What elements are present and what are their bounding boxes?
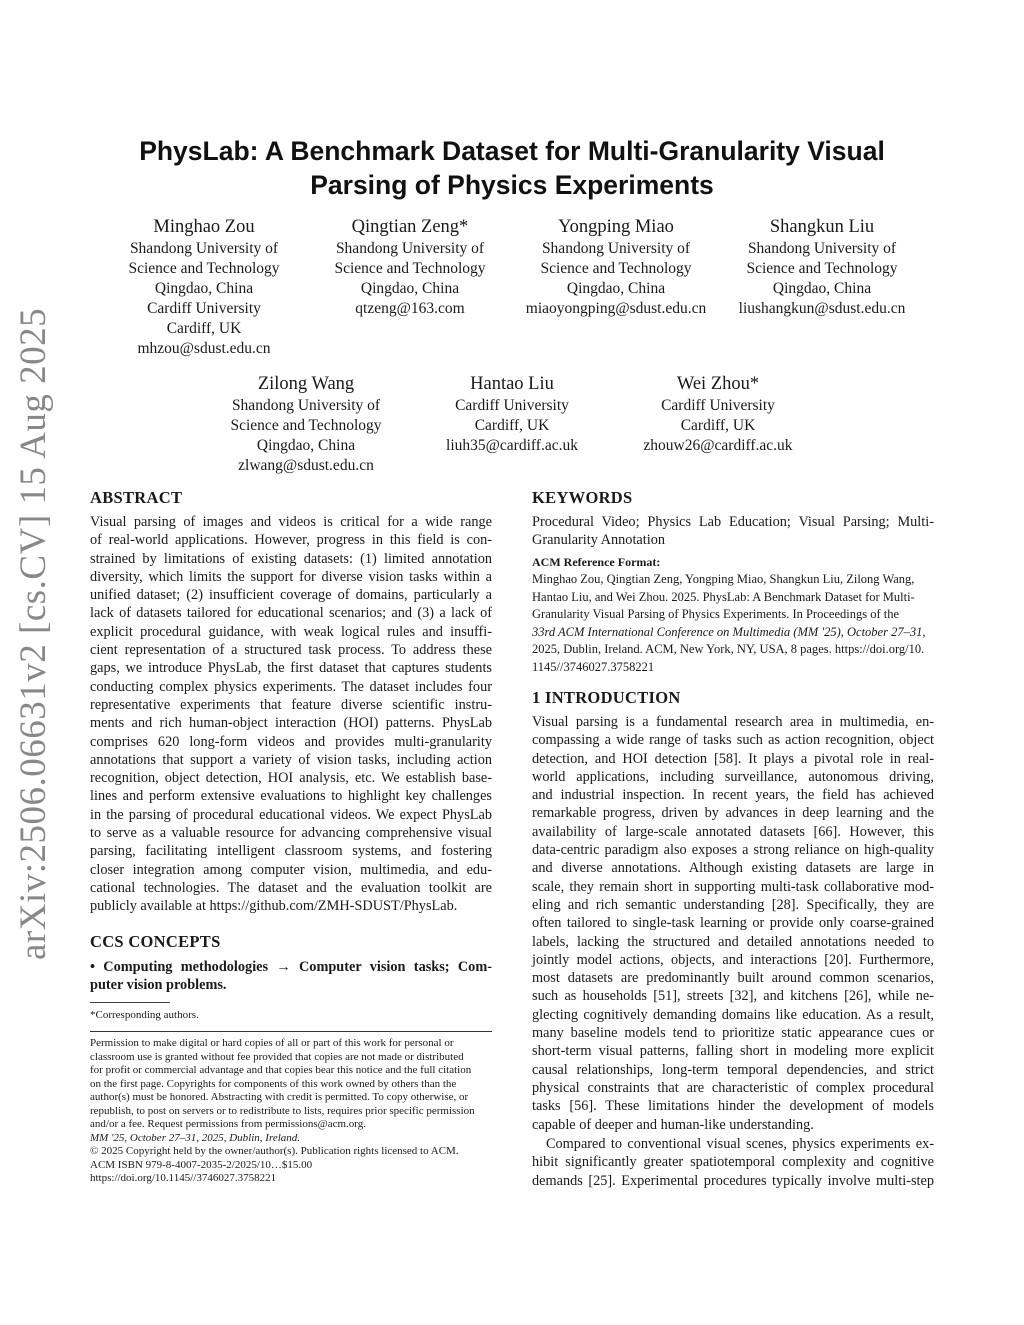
intro-line: such as households [51], streets [32], and kitchens [26], while ne- [532,988,934,1005]
abstract-heading: ABSTRACT [90,488,183,507]
author-affiliation: Science and Technology [746,260,898,277]
abstract-line: lines and perform extensive evaluations to highlight key challenges [90,788,492,805]
abstract-line: cational technologies. The dataset and the evaluation toolkit are [90,879,492,896]
arxiv-identifier: arXiv:2506.06631v2 [cs.CV] 15 Aug 2025 [13,307,54,960]
reference-line: 33rd ACM International Conference on Multimedia (MM '25), October 27–31, [532,624,926,639]
abstract-line: representative experiments that feature diverse scientific instru- [90,696,492,713]
abstract-line: in the parsing of procedural educational videos. We expect PhysLab [90,806,492,823]
author-affiliation: Shandong University of [747,240,897,257]
abstract-body [90,513,492,916]
abstract-line: annotations that support a variety of vision tasks, including action [90,751,492,768]
footnote-text: *Corresponding authors. [90,1009,199,1021]
author-email: qtzeng@163.com [355,300,465,317]
intro-line: most datasets are predominantly built around common scenarios, [532,970,934,987]
intro-line: jointly model actions, objects, and interactions [20]. Furthermore, [532,951,934,968]
keywords-line: Procedural Video; Physics Lab Education; Visual Parsing; Multi- [532,514,934,530]
intro-line: and diverse annotations. Although existing datasets are large in [532,860,934,877]
author-email: zlwang@sdust.edu.cn [238,457,374,474]
acm-reference-heading-text: ACM Reference Format: [532,555,661,569]
intro-line: compassing a wide range of tasks such as action recognition, object [532,732,934,749]
introduction-paragraph-1 [532,713,934,1134]
intro-line: demands [25]. Experimental procedures typically involve multi-step [532,1172,934,1189]
intro-line: many baseline models tend to prioritize static appearance cues or [532,1025,934,1042]
reference-line: Minghao Zou, Qingtian Zeng, Yongping Miao, Shangkun Liu, Zilong Wang, [532,572,915,586]
ccs-line: puter vision problems. [90,977,227,994]
author-affiliation: Cardiff University [147,300,261,317]
abstract-line: recognition, object detection, HOI analysis, etc. We establish base- [90,770,492,787]
author-block-zeng [295,216,525,319]
author-location: Cardiff, UK [680,417,756,434]
abstract-line: to serve as a valuable resource for advancing comprehensive visual [90,825,492,842]
reference-line: 2025, Dublin, Ireland. ACM, New York, NY, USA, 8 pages. https://doi.org/10. [532,642,925,656]
author-email: liuh35@cardiff.ac.uk [446,437,578,454]
paper-title [90,134,934,202]
intro-line: remarkable progress, driven by advances in deep learning and the [532,805,934,822]
intro-line: tasks [56]. These limitations hinder the development of models [532,1098,934,1115]
abstract-line: strained by limitations of existing datasets: (1) limited annotation [90,550,492,567]
author-block-miao [501,216,731,319]
permission-line: on the first page. Copyrights for components of this work owned by others than the [90,1077,457,1090]
author-block-liu-h [397,373,627,456]
permission-divider [90,1031,492,1032]
author-block-liu-s [707,216,937,319]
intro-line: physical constraints that are characteristic of complex procedural [532,1079,934,1096]
keywords-body [532,513,934,550]
acm-reference-heading [532,554,660,572]
reference-line: 1145//3746027.3758221 [532,659,655,674]
author-affiliation: Science and Technology [334,260,486,277]
author-location: Qingdao, China [772,280,872,297]
abstract-line: lack of datasets tailored for educational scenarios; and (3) a lack of [90,605,492,622]
abstract-line: of real-world applications. However, progress in this field is con- [90,532,492,549]
author-affiliation: Shandong University of [335,240,485,257]
ccs-heading: CCS CONCEPTS [90,932,221,951]
author-location: Qingdao, China [360,280,460,297]
intro-line: labels, lacking the structured and detailed annotations needed to [532,933,934,950]
acm-reference-body [532,571,934,676]
permission-line: republish, to post on servers or to redistribute to lists, requires prior specific permission [90,1104,475,1117]
corresponding-footnote [90,1009,199,1023]
ccs-concepts [90,958,492,995]
author-affiliation: Science and Technology [540,260,692,277]
intro-line: capable of deeper and human-like understanding. [532,1116,814,1133]
author-location: Qingdao, China [566,280,666,297]
title-line-1: PhysLab: A Benchmark Dataset for Multi-Granularity Visual [139,136,885,166]
author-affiliation: Shandong University of [541,240,691,257]
abstract-line: cient representation of a structured task process. To address these [90,642,492,659]
author-location: Qingdao, China [154,280,254,297]
intro-line: availability of large-scale annotated datasets [66]. However, this [532,823,934,840]
author-block-wang [191,373,421,476]
author-affiliation: Science and Technology [230,417,382,434]
keywords-heading: KEYWORDS [532,488,633,507]
author-name: Shangkun Liu [769,217,875,237]
author-block-zou [89,216,319,359]
doi-link[interactable]: https://doi.org/10.1145//3746027.3758221 [90,1172,277,1184]
copyright-line: © 2025 Copyright held by the owner/author(s). Publication rights licensed to ACM. [90,1145,459,1157]
intro-line: eling and rich semantic understanding [28]. Specifically, they are [532,896,934,913]
author-affiliation: Science and Technology [128,260,280,277]
author-email: miaoyongping@sdust.edu.cn [525,300,707,317]
intro-line: data-centric paradigm also exposes a strong reliance on high-quality [532,842,934,859]
permission-line: classroom use is granted without fee provided that copies are not made or distributed [90,1050,464,1063]
author-affiliation: Cardiff University [661,397,775,414]
author-name: Wei Zhou* [676,374,760,394]
abstract-line: closer integration among computer vision, multimedia, and edu- [90,861,492,878]
permission-line: author(s) must be honored. Abstracting with credit is permitted. To copy otherwise, or [90,1091,469,1103]
author-location: Cardiff, UK [474,417,550,434]
intro-line: Visual parsing is a fundamental research area in multimedia, en- [532,714,934,730]
introduction-paragraph-2 [532,1135,934,1190]
author-email: mhzou@sdust.edu.cn [137,340,271,357]
intro-line: often tailored to single-task learning or provide only coarse-grained [532,915,934,932]
author-block-zhou [603,373,833,456]
permission-line: Permission to make digital or hard copies of all or part of this work for personal or [90,1037,454,1049]
ccs-line: • Computing methodologies → Computer vision tasks; Com- [90,959,492,975]
author-email: zhouw26@cardiff.ac.uk [643,437,793,454]
author-name: Yongping Miao [558,217,674,237]
intro-line: hibit significantly greater spatiotemporal complexity and cognitive [532,1154,934,1171]
intro-line: Compared to conventional visual scenes, physics experiments ex- [546,1136,934,1152]
abstract-line: comprises 620 long-form videos and provides multi-granularity [90,733,492,750]
abstract-line: conducting complex physics experiments. The dataset includes four [90,678,492,695]
abstract-line: explicit procedural guidance, with weak logical rules and insuffi- [90,623,492,640]
permission-line: for profit or commercial advantage and that copies bear this notice and the full citation [90,1064,472,1076]
intro-line: detection, and HOI detection [58]. It plays a pivotal role in real- [532,750,934,767]
author-name: Zilong Wang [257,374,355,394]
abstract-line: diversity, which limits the support for diverse vision tasks within a [90,568,492,585]
author-affiliation: Shandong University of [129,240,279,257]
author-name: Minghao Zou [153,217,255,237]
author-name: Hantao Liu [470,374,554,394]
abstract-line: ments and rich human-object interaction (HOI) patterns. PhysLab [90,715,492,732]
introduction-heading: 1 INTRODUCTION [532,688,681,707]
abstract-line: gaps, we introduce PhysLab, the first dataset that captures students [90,660,492,677]
keywords-line: Granularity Annotation [532,532,666,549]
conference-info: MM '25, October 27–31, 2025, Dublin, Ireland. [90,1131,301,1144]
permission-line: and/or a fee. Request permissions from permissions@acm.org. [90,1118,367,1130]
author-affiliation: Shandong University of [231,397,381,414]
author-location: Cardiff, UK [166,320,242,337]
isbn-line: ACM ISBN 979-8-4007-2035-2/2025/10…$15.00 [90,1158,313,1171]
abstract-line: publicly available at https://github.com/ZMH-SDUST/PhysLab. [90,898,458,915]
author-name: Qingtian Zeng* [351,217,469,237]
author-email: liushangkun@sdust.edu.cn [738,300,906,317]
footnote-divider [90,1002,170,1003]
intro-line: causal relationships, long-term temporal dependencies, and strict [532,1061,934,1078]
intro-line: short-term visual patterns, falling short in modeling more explicit [532,1043,934,1060]
reference-line: Granularity Visual Parsing of Physics Experiments. In Proceedings of the [532,607,900,621]
abstract-line: parsing, facilitating intelligent classroom systems, and fostering [90,843,492,860]
intro-line: glecting cognitively demanding domains like education. As a result, [532,1006,934,1023]
author-location: Qingdao, China [256,437,356,454]
intro-line: and industrial inspection. In recent years, the field has achieved [532,787,934,804]
abstract-line: Visual parsing of images and videos is critical for a wide range [90,514,492,530]
intro-line: world applications, including surveillance, autonomous driving, [532,768,934,785]
intro-line: scale, they remain short in supporting multi-task collaborative mod- [532,878,934,895]
permission-notice [90,1037,492,1186]
title-line-2: Parsing of Physics Experiments [310,170,714,200]
author-affiliation: Cardiff University [455,397,569,414]
abstract-line: unified dataset; (2) insufficient coverage of domains, particularly a [90,587,492,604]
reference-line: Hantao Liu, and Wei Zhou. 2025. PhysLab: A Benchmark Dataset for Multi- [532,589,915,604]
